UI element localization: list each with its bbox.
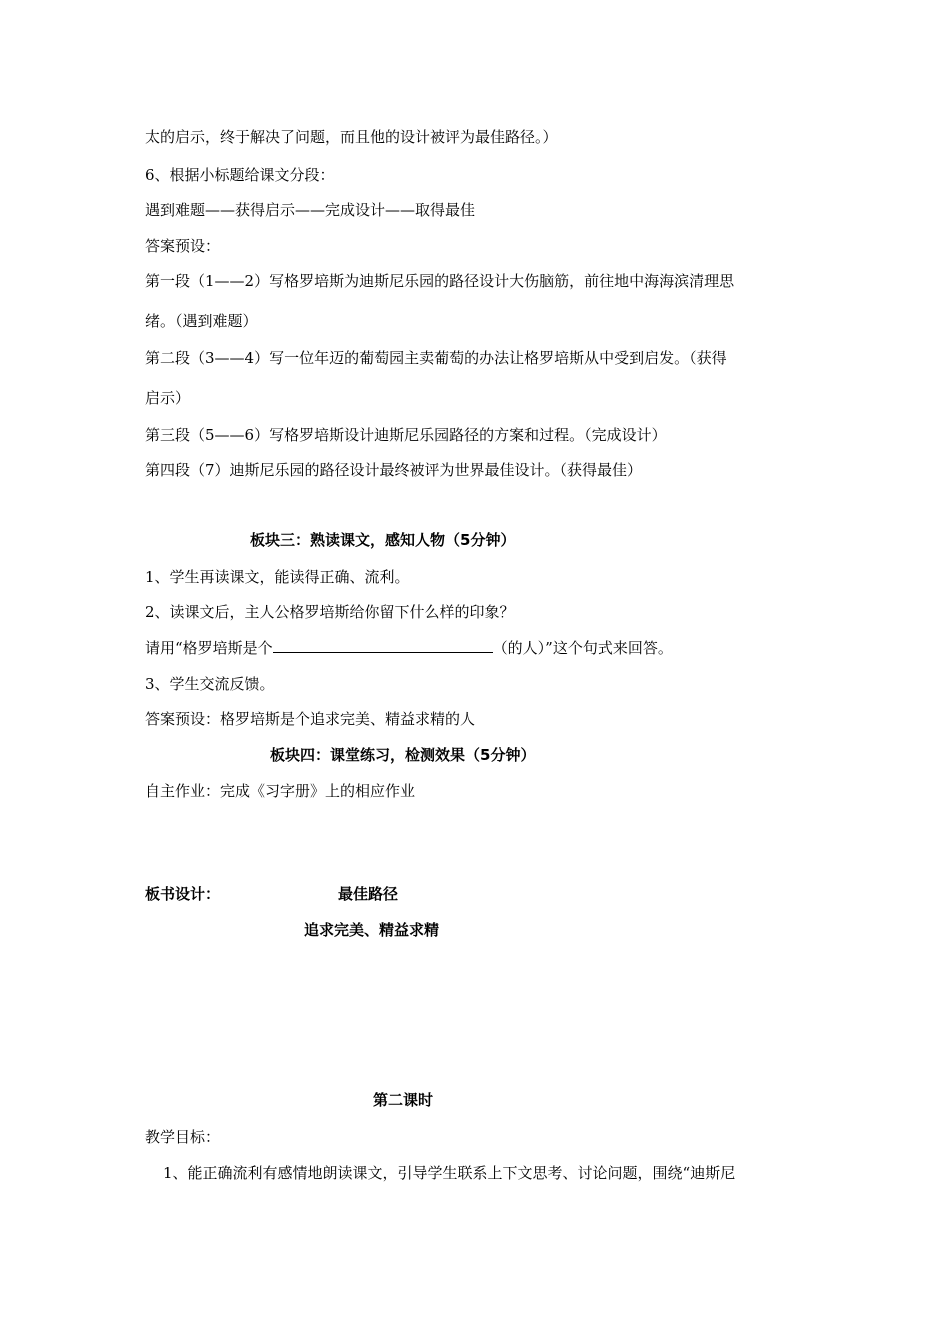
prompt-text: 请用“格罗培斯是个 (145, 639, 273, 657)
paragraph-line: 答案预设：格罗培斯是个追求完美、精益求精的人 (145, 710, 476, 728)
section-heading: 板块四：课堂练习，检测效果（5分钟） (270, 746, 536, 764)
paragraph-line: 第三段（5——6）写格罗培斯设计迪斯尼乐园路径的方案和过程。（完成设计） (145, 426, 667, 444)
prompt-text-end: （的人）”这个句式来回答。 (492, 639, 673, 657)
paragraph-line: 1、学生再读课文，能读得正确、流利。 (145, 568, 410, 586)
paragraph-line: 3、学生交流反馈。 (145, 675, 275, 693)
paragraph-line: 第一段（1——2）写格罗培斯为迪斯尼乐园的路径设计大伤脑筋，前往地中海海滨清理思 (145, 272, 735, 290)
board-design-title: 最佳路径 (338, 885, 399, 903)
paragraph-line (145, 638, 673, 658)
paragraph-line: 绪。（遇到难题） (145, 312, 258, 330)
section-heading: 板块三：熟读课文，感知人物（5分钟） (250, 531, 516, 549)
paragraph-line: 6、根据小标题给课文分段： (145, 166, 335, 184)
paragraph-line: 遇到难题——获得启示——完成设计——取得最佳 (145, 201, 476, 219)
board-design-label: 板书设计： (145, 885, 221, 903)
paragraph-line: 第二段（3——4）写一位年迈的葡萄园主卖葡萄的办法让格罗培斯从中受到启发。（获得 (145, 349, 727, 367)
paragraph-line: 1、能正确流利有感情地朗读课文，引导学生联系上下文思考、讨论问题，围绕“迪斯尼 (163, 1164, 736, 1182)
paragraph-line: 2、读课文后，主人公格罗培斯给你留下什么样的印象？ (145, 603, 515, 621)
paragraph-line: 第四段（7）迪斯尼乐园的路径设计最终被评为世界最佳设计。（获得最佳） (145, 461, 643, 479)
paragraph-line: 太的启示，终于解决了问题，而且他的设计被评为最佳路径。） (145, 128, 558, 146)
paragraph-line: 教学目标： (145, 1128, 221, 1146)
board-design-subtitle: 追求完美、精益求精 (304, 921, 440, 939)
paragraph-line: 启示） (145, 389, 191, 407)
paragraph-line: 答案预设： (145, 237, 221, 255)
lesson-heading: 第二课时 (373, 1091, 434, 1109)
paragraph-line: 自主作业：完成《习字册》上的相应作业 (145, 782, 416, 800)
fill-in-blank (273, 638, 493, 653)
